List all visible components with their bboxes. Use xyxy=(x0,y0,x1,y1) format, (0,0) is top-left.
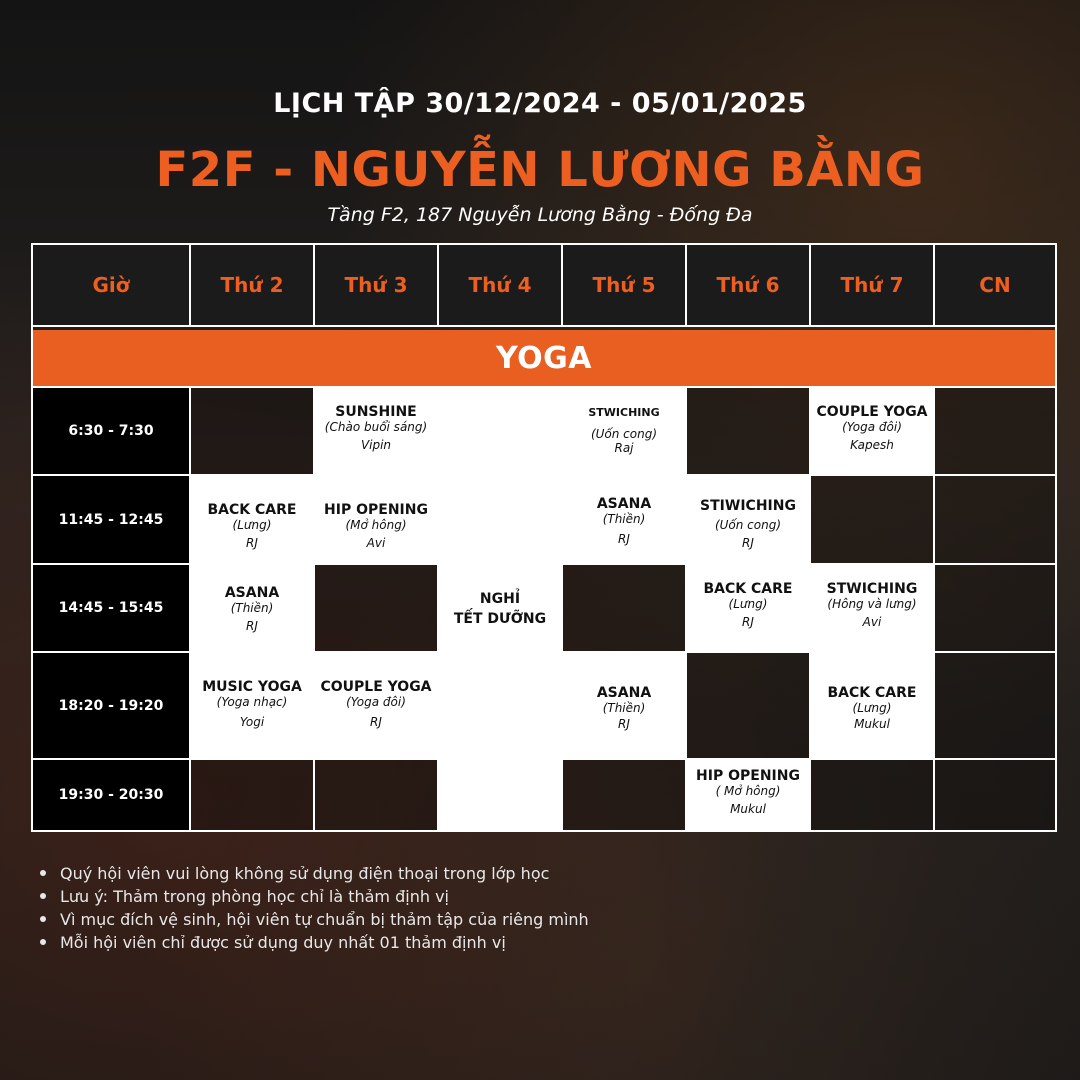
class-name: COUPLE YOGA xyxy=(816,404,928,420)
empty-slot xyxy=(313,760,437,830)
class-name: BACK CARE xyxy=(207,502,297,518)
gym-address: Tầng F2, 187 Nguyễn Lương Bằng - Đống Đa xyxy=(327,204,753,226)
class-coach: RJ xyxy=(246,536,258,550)
time-slot-5: 19:30 - 20:30 xyxy=(33,760,189,830)
class-cell xyxy=(809,565,933,653)
bullet-icon xyxy=(40,939,46,945)
empty-slot xyxy=(685,653,809,760)
class-coach: Avi xyxy=(862,615,882,629)
class-description: (Yoga đôi) xyxy=(346,695,406,709)
class-cell xyxy=(561,476,685,565)
class-name: HIP OPENING xyxy=(324,502,428,518)
class-description: (Uốn cong) xyxy=(714,518,782,532)
class-cell xyxy=(313,476,437,565)
class-description: (Lưng) xyxy=(232,518,272,532)
empty-slot xyxy=(809,760,933,830)
empty-slot xyxy=(561,760,685,830)
class-cell xyxy=(809,653,933,760)
gym-title: F2F - NGUYỄN LƯƠNG BẰNG xyxy=(155,142,925,198)
col-header-thu2: Thứ 2 xyxy=(191,245,315,327)
class-cell xyxy=(189,653,313,760)
class-description: (Thiền) xyxy=(602,701,646,715)
class-description: (Yoga đôi) xyxy=(842,420,902,434)
time-slot-3: 14:45 - 15:45 xyxy=(33,565,189,653)
schedule-table xyxy=(31,243,1057,832)
class-description: (Lưng) xyxy=(852,701,892,715)
empty-slot xyxy=(313,565,437,653)
bullet-icon xyxy=(40,916,46,922)
note-text: Lưu ý: Thảm trong phòng học chỉ là thảm định vị xyxy=(60,887,449,906)
bullet-icon xyxy=(40,870,46,876)
time-slot-2: 11:45 - 12:45 xyxy=(33,476,189,565)
closed-day-cell xyxy=(437,388,561,830)
class-coach: Mukul xyxy=(730,802,766,816)
class-coach: RJ xyxy=(618,532,630,546)
class-name: ASANA xyxy=(224,585,280,601)
class-description: (Yoga nhạc) xyxy=(216,695,288,709)
class-description: ( Mở hông) xyxy=(715,784,781,798)
empty-slot xyxy=(561,565,685,653)
note-item xyxy=(38,862,1038,885)
class-coach: Yogi xyxy=(239,715,265,729)
class-cell xyxy=(685,760,809,830)
class-name: ASANA xyxy=(596,496,652,512)
class-coach: RJ xyxy=(742,536,754,550)
class-cell xyxy=(189,565,313,653)
class-coach: Vipin xyxy=(360,438,392,452)
class-name: BACK CARE xyxy=(703,581,793,597)
empty-slot xyxy=(933,653,1055,760)
time-slot-4: 18:20 - 19:20 xyxy=(33,653,189,760)
class-description: (Mở hông) xyxy=(345,518,407,532)
class-name: HIP OPENING xyxy=(696,768,800,784)
note-item xyxy=(38,885,1038,908)
class-name: STIWICHING xyxy=(700,498,796,514)
class-description: (Hông và lưng) xyxy=(827,597,917,611)
class-coach: Kapesh xyxy=(850,438,894,452)
empty-slot xyxy=(685,388,809,476)
note-text: Quý hội viên vui lòng không sử dụng điện thoại trong lớp học xyxy=(60,864,550,883)
class-cell xyxy=(809,388,933,476)
class-coach: RJ xyxy=(370,715,382,729)
class-cell xyxy=(313,653,437,760)
empty-slot xyxy=(809,476,933,565)
class-cell xyxy=(189,476,313,565)
class-coach: Avi xyxy=(366,536,386,550)
class-name: COUPLE YOGA xyxy=(320,679,432,695)
class-name: SUNSHINE xyxy=(335,404,417,420)
class-name: ASANA xyxy=(596,685,652,701)
class-cell xyxy=(561,388,685,476)
class-cell xyxy=(685,565,809,653)
empty-slot xyxy=(933,476,1055,565)
class-name: STWICHING xyxy=(588,406,660,419)
col-header-thu5: Thứ 5 xyxy=(563,245,687,327)
empty-slot xyxy=(189,760,313,830)
class-coach: Mukul xyxy=(854,717,890,731)
col-header-thu3: Thứ 3 xyxy=(315,245,439,327)
class-description: (Uốn cong) xyxy=(590,427,658,441)
class-cell xyxy=(685,476,809,565)
class-name: MUSIC YOGA xyxy=(202,679,302,695)
class-coach: RJ xyxy=(742,615,754,629)
time-slot-1: 6:30 - 7:30 xyxy=(33,388,189,476)
empty-slot xyxy=(933,388,1055,476)
col-header-time: Giờ xyxy=(33,245,191,327)
note-text: Mỗi hội viên chỉ được sử dụng duy nhất 01 thảm định vị xyxy=(60,933,506,952)
class-name: STWICHING xyxy=(826,581,918,597)
class-description: (Lưng) xyxy=(728,597,768,611)
col-header-thu4: Thứ 4 xyxy=(439,245,563,327)
note-item xyxy=(38,931,1038,954)
closed-reason: TẾT DƯỠNG xyxy=(453,611,547,627)
class-description: (Chào buổi sáng) xyxy=(324,420,428,434)
col-header-thu7: Thứ 7 xyxy=(811,245,935,327)
note-text: Vì mục đích vệ sinh, hội viên tự chuẩn bị thảm tập của riêng mình xyxy=(60,910,589,929)
class-description: (Thiền) xyxy=(230,601,274,615)
class-coach: Raj xyxy=(614,441,634,455)
empty-slot xyxy=(933,565,1055,653)
class-cell xyxy=(561,653,685,760)
class-name: BACK CARE xyxy=(827,685,917,701)
bullet-icon xyxy=(40,893,46,899)
class-cell xyxy=(313,388,437,476)
note-item xyxy=(38,908,1038,931)
closed-label: NGHỈ xyxy=(479,591,521,607)
col-header-thu6: Thứ 6 xyxy=(687,245,811,327)
category-band: YOGA xyxy=(33,330,1055,388)
notes-list xyxy=(38,862,1038,954)
empty-slot xyxy=(933,760,1055,830)
empty-slot xyxy=(189,388,313,476)
class-coach: RJ xyxy=(618,717,630,731)
col-header-cn: CN xyxy=(935,245,1055,327)
class-coach: RJ xyxy=(246,619,258,633)
class-description: (Thiền) xyxy=(602,512,646,526)
schedule-subtitle: LỊCH TẬP 30/12/2024 - 05/01/2025 xyxy=(273,88,807,119)
